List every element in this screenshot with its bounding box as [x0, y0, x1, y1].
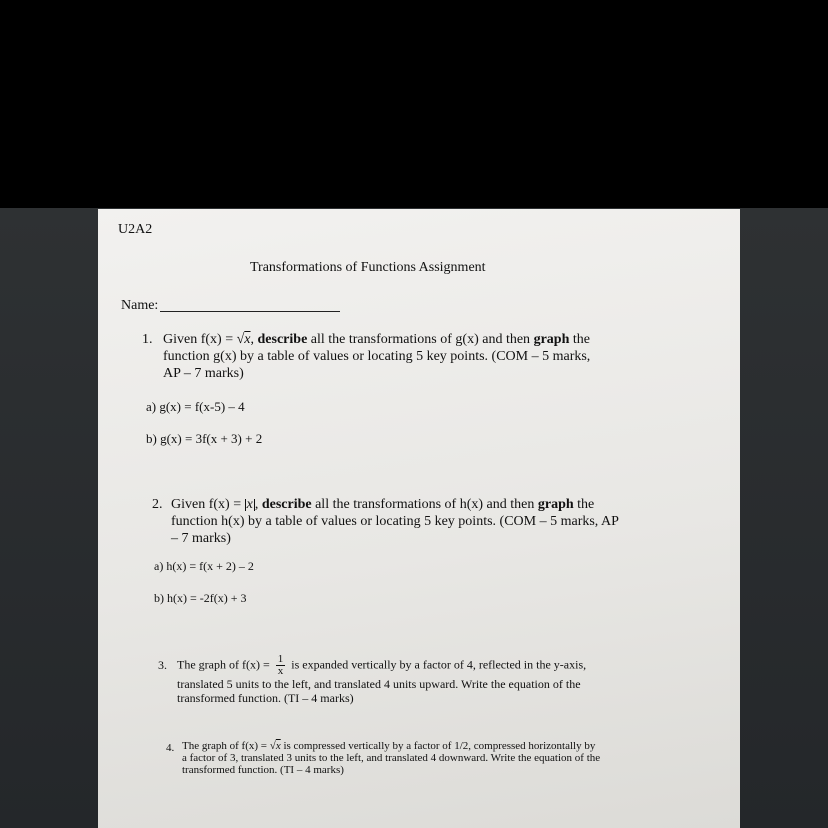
assignment-sheet	[98, 209, 740, 828]
bold-word: graph	[533, 332, 570, 347]
bold-word: describe	[257, 332, 308, 347]
assignment-code: U2A2	[118, 222, 153, 237]
text-run: the function g(x) by a table of values or locating 5 key points. (COM – 5 marks, AP – 7 marks)	[163, 332, 591, 381]
fraction-numerator: 1	[277, 653, 284, 665]
question-number: 4.	[166, 742, 175, 754]
name-blank-line	[160, 311, 340, 312]
bold-word: graph	[537, 497, 574, 512]
radicand: x	[275, 740, 281, 752]
absolute-value: x	[246, 497, 253, 512]
fraction-denominator: x	[277, 665, 284, 677]
radicand: x	[244, 332, 251, 347]
question-number: 1.	[142, 332, 153, 347]
sqrt-symbol: √	[236, 332, 245, 347]
sqrt-symbol: √	[269, 740, 276, 752]
text-run: The graph of f(x) =	[182, 740, 270, 752]
text-run: Given f(x) =	[171, 497, 245, 512]
name-label: Name:	[121, 298, 159, 313]
text-run: The graph of f(x) =	[177, 657, 273, 672]
question-number: 3.	[158, 658, 167, 672]
text-run: Given f(x) =	[163, 332, 237, 347]
part-b: b) g(x) = 3f(x + 3) + 2	[146, 431, 263, 446]
question-text	[177, 654, 597, 705]
part-a: a) h(x) = f(x + 2) – 2	[154, 559, 254, 573]
question-text	[163, 331, 603, 382]
text-run: ,	[250, 332, 258, 347]
part-a: a) g(x) = f(x-5) – 4	[146, 399, 245, 414]
document-title: Transformations of Functions Assignment	[250, 260, 486, 275]
text-run: is expanded vertically by a factor of 4, reflected in the y-axis, translated 5 units to the left, and translated 4 units upward. Write the equation of the transformed function. (TI – 4 marks)	[177, 657, 587, 705]
text-run: all the transformations of h(x) and then	[311, 497, 538, 512]
question-text	[182, 740, 602, 776]
part-b: b) h(x) = -2f(x) + 3	[154, 591, 247, 605]
question-text	[171, 496, 621, 547]
question-number: 2.	[152, 497, 163, 512]
text-run: ,	[254, 497, 262, 512]
bold-word: describe	[261, 497, 312, 512]
text-run: is compressed vertically by a factor of 1/2, compressed horizontally by a factor of 3, translated 3 units to the left, and translated 4 downward. Write the equation of the transformed function. (TI – 4 marks)	[182, 740, 601, 776]
text-run: the function h(x) by a table of values or locating 5 key points. (COM – 5 marks, AP – 7 marks)	[171, 497, 619, 546]
fraction	[276, 654, 286, 677]
text-run: all the transformations of g(x) and then	[307, 332, 534, 347]
